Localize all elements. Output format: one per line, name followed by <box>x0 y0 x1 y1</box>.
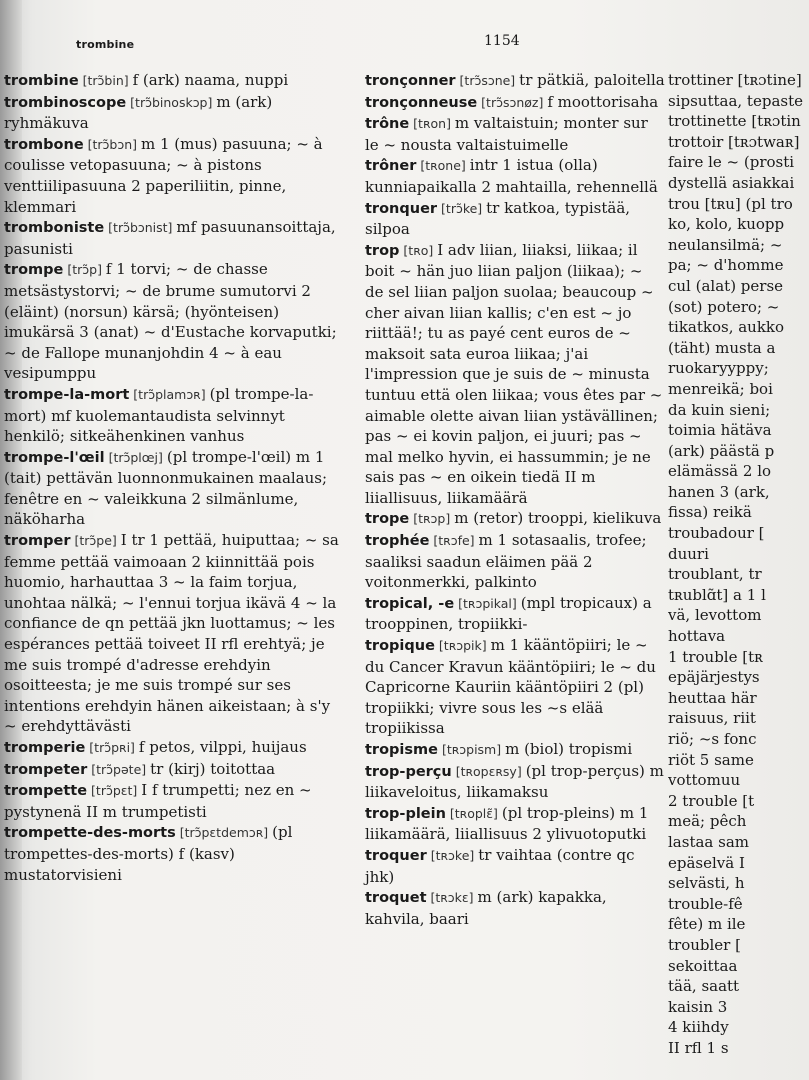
dictionary-entry <box>365 761 665 803</box>
dictionary-entry <box>365 240 665 509</box>
entry-pronunciation: [trɔ̃pɛtdemɔʀ] <box>175 825 273 841</box>
cropped-entry-line: neulansilmä; ~ <box>668 235 783 254</box>
cropped-entry-line: menreikä; boi <box>668 379 773 398</box>
entry-definition: I f trumpetti; nez en ~ pystynenä II m trumpetisti <box>4 781 312 821</box>
cropped-entry-line: (ark) päästä p <box>668 441 775 460</box>
column-1 <box>4 70 340 885</box>
entry-pronunciation: [trɔ̃plamɔʀ] <box>129 386 210 402</box>
cropped-entry-line: faire le ~ (prosti <box>668 153 795 172</box>
entry-definition: intr 1 istua (olla) kunniapaikalla 2 mahtailla, rehennellä <box>365 156 658 196</box>
cropped-entry-line: 4 kiihdy <box>668 1018 729 1037</box>
dictionary-entry <box>4 759 340 781</box>
cropped-entry-line: fête) m ile <box>668 915 746 934</box>
entry-pronunciation: [tʀo] <box>399 242 438 258</box>
cropped-entry-line: tää, saatt <box>668 977 740 996</box>
entry-definition: f 1 torvi; ~ de chasse metsästystorvi; ~ de brume sumutorvi 2 (eläint) (norsun) kärsä; (hyönteisen) imukärsä 3 (anat) ~ d'Eustache korvaputki; ~ de Fallope munanjohdin 4 ~ à eau vesipumppu <box>4 260 337 383</box>
cropped-entry-line: sipsuttaa, tepaste <box>668 91 803 110</box>
entry-definition: (pl trompettes-des-morts) f (kasv) mustatorvisieni <box>4 823 293 884</box>
cropped-entry-line: trou [tʀu] (pl tro <box>668 194 793 213</box>
cropped-entry-line: tʀublɑ̃t] a 1 l <box>668 585 766 604</box>
entry-headword: tropique <box>365 638 435 655</box>
cropped-entry-line: riö; ~s fonc <box>668 730 757 748</box>
entry-definition: (pl trompe-l'œil) m 1 (tait) pettävän luonnonmukainen maalaus; fenêtre en ~ valeikkuna 2 silmänlume, näköharha <box>4 447 328 529</box>
cropped-entry-line: trottoir [tʀɔtwaʀ] <box>668 132 800 151</box>
cropped-entry-line: dystellä asiakkai <box>668 173 795 192</box>
entry-pronunciation: [trɔ̃bin] <box>78 73 133 88</box>
dictionary-entry <box>4 530 340 737</box>
entry-pronunciation: [trɔ̃pɛt] <box>87 783 142 799</box>
dictionary-entry <box>365 635 665 739</box>
entry-headword: trop <box>365 242 400 259</box>
cropped-entry-line: elämässä 2 lo <box>668 462 772 481</box>
cropped-entry-line: troubadour [ <box>668 524 765 543</box>
cropped-entry-line: II rfl 1 s <box>668 1038 729 1057</box>
entry-pronunciation: [trɔ̃bɔnist] <box>104 220 177 236</box>
entry-definition: I tr 1 pettää, huiputtaa; ~ sa femme pettää vaimoaan 2 kiinnittää pois huomio, harhauttaa 3 ~ la faim torjua, unohtaa nälkä; ~ l'ennui torjua ikävä 4 ~ la confiance de qn pettää jkn luottamus; ~ les espérances pettää toiveet II rfl erehtyä; je me suis trompé d'adresse erehdyin osoitteesta; je me suis trompé sur ses intentions erehdyin hänen aikeistaan; à s'y ~ erehdyttävästi <box>4 531 339 736</box>
entry-definition: m 1 (mus) pasuuna; ~ à coulisse vetopasuuna; ~ à pistons venttiilipasuuna 2 paperiliitin, pinne, klemmari <box>4 134 323 216</box>
entry-headword: tronquer <box>365 200 438 217</box>
entry-headword: trône <box>365 116 410 133</box>
entry-definition: m 1 kääntöpiiri; le ~ du Cancer Kravun kääntöpiiri; le ~ du Capricorne Kauriin kääntöpiiri 2 (pl) tropiikki; vivre sous les ~s elää tropiikissa <box>365 636 656 738</box>
dictionary-entry <box>4 384 340 447</box>
dictionary-entry <box>365 739 665 761</box>
entry-headword: trompette <box>4 783 88 800</box>
entry-headword: trôner <box>365 158 417 175</box>
cropped-entry-line: selvästi, h <box>668 874 745 893</box>
cropped-entry-line: (sot) potero; ~ <box>668 297 780 316</box>
entry-headword: trombine <box>4 73 79 89</box>
dictionary-entry <box>365 508 665 530</box>
entry-definition: f (ark) naama, nuppi <box>132 71 289 89</box>
dictionary-entry <box>365 887 665 929</box>
cropped-entry-line: duuri <box>668 544 709 563</box>
entry-headword: tromboniste <box>4 220 105 237</box>
cropped-entry-line: trouble-fê <box>668 894 743 913</box>
page-number: 1154 <box>484 33 520 49</box>
entry-definition: (pl trompe-la-mort) mf kuolemantaudista selvinnyt henkilö; sitkeähenkinen vanhus <box>4 384 314 446</box>
entry-definition: tr katkoa, typistää, silpoa <box>365 198 631 239</box>
entry-headword: tropisme <box>365 742 438 758</box>
entry-pronunciation: [tʀɔke] <box>426 847 479 863</box>
entry-headword: tronçonner <box>365 73 456 89</box>
cropped-entry-line: heuttaa här <box>668 688 757 707</box>
entry-definition: f petos, vilppi, huijaus <box>138 738 307 756</box>
dictionary-entry <box>4 134 340 217</box>
entry-pronunciation: [trɔ̃sɔne] <box>455 73 520 88</box>
entry-definition: (pl trop-perçus) m liikaveloitus, liikamaksu <box>365 761 664 802</box>
entry-definition: f moottorisaha <box>547 92 659 111</box>
entry-pronunciation: [tʀɔpikal] <box>454 595 521 611</box>
column-2 <box>365 70 665 929</box>
dictionary-entry <box>365 803 665 845</box>
entry-headword: trompette-des-morts <box>4 825 176 842</box>
dictionary-entry <box>4 447 340 530</box>
cropped-entry-line: meä; pêch <box>668 812 747 831</box>
entry-headword: troquet <box>365 890 427 907</box>
cropped-entry-line: kaisin 3 <box>668 997 728 1016</box>
entry-headword: trophée <box>365 533 430 550</box>
entry-definition: mf pasuunansoittaja, pasunisti <box>4 218 336 258</box>
cropped-entry-line: vä, levottom <box>668 606 762 625</box>
entry-pronunciation: [tʀɔkɛ] <box>426 890 478 906</box>
cropped-entry-line: troubler [ <box>668 935 741 954</box>
dictionary-entry <box>365 198 665 240</box>
entry-pronunciation: [trɔ̃pe] <box>70 533 121 549</box>
entry-definition: (mpl tropicaux) a trooppinen, tropiikki- <box>365 593 652 634</box>
dictionary-entry <box>365 530 665 593</box>
entry-headword: trompeter <box>4 761 88 778</box>
entry-headword: tromper <box>4 533 71 550</box>
entry-headword: tronçonneuse <box>365 94 478 111</box>
entry-definition: tr vaihtaa (contre qc jhk) <box>365 845 635 886</box>
cropped-entry-line: epäselvä I <box>668 853 745 872</box>
entry-pronunciation: [tʀɔpism] <box>437 742 506 757</box>
entry-definition: m valtaistuin; monter sur le ~ nousta valtaistuimelle <box>365 114 648 154</box>
entry-headword: trompe-la-mort <box>4 386 130 403</box>
cropped-entry-line: trottiner [tʀɔtine] <box>668 71 802 89</box>
cropped-entry-line: hanen 3 (ark, <box>668 482 770 501</box>
cropped-entry-line: tikatkos, aukko <box>668 318 785 337</box>
entry-headword: tropical, -e <box>365 595 455 612</box>
cropped-entry-line: riöt 5 same <box>668 750 754 769</box>
guide-word: trombine <box>76 38 135 51</box>
cropped-entry-line: ruokaryyppy; <box>668 359 769 378</box>
dictionary-entry <box>4 737 340 759</box>
dictionary-entry <box>365 845 665 887</box>
cropped-entry-line: hottava <box>668 627 726 646</box>
entry-definition: m (retor) trooppi, kielikuva <box>454 509 662 528</box>
entry-pronunciation: [trɔ̃p] <box>63 262 106 278</box>
entry-definition: tr pätkiä, paloitella <box>519 71 665 89</box>
cropped-entry-line: pa; ~ d'homme <box>668 256 784 275</box>
entry-definition: tr (kirj) toitottaa <box>150 759 276 778</box>
entry-pronunciation: [trɔ̃plœj] <box>104 449 167 465</box>
cropped-entry-line: 1 trouble [tʀ <box>668 647 763 666</box>
entry-pronunciation: [trɔ̃pəte] <box>87 761 151 777</box>
cropped-entry-line: fissa) reikä <box>668 503 752 522</box>
cropped-entry-line: raisuus, riit <box>668 709 756 728</box>
entry-pronunciation: [trɔ̃pʀi] <box>85 740 139 755</box>
dictionary-entry <box>4 259 340 384</box>
dictionary-entry <box>4 70 340 92</box>
dictionary-entry <box>4 217 340 259</box>
cropped-entry-line: cul (alat) perse <box>668 276 784 295</box>
dictionary-entry <box>365 593 665 635</box>
entry-definition: m 1 sotasaalis, trofee; saaliksi saadun eläimen pää 2 voitonmerkki, palkinto <box>365 531 647 592</box>
entry-pronunciation: [tʀoplɛ̃] <box>445 805 502 821</box>
dictionary-entry <box>365 113 665 155</box>
entry-headword: trop-plein <box>365 805 446 822</box>
dictionary-entry <box>365 155 665 197</box>
cropped-entry-line: trottinette [tʀɔtin <box>668 112 801 131</box>
dictionary-entry <box>365 70 665 92</box>
cropped-entry-line: toimia hätäva <box>668 421 772 440</box>
entry-pronunciation: [trɔ̃ke] <box>437 200 487 216</box>
entry-definition: I adv liian, liiaksi, liikaa; il boit ~ hän juo liian paljon (liikaa); ~ de sel liian paljon suolaa; beaucoup ~ cher aivan liian kallis; c'en est ~ jo riittää!; tu as payé cent euros de ~ maksoit sata euroa liikaa; j'ai l'impression que je suis de ~ minusta tuntuu että olen liikaa; vous êtes par ~ aimable olette aivan liian ystävällinen; pas ~ ei kovin paljon, ei juuri; pas ~ mal melko hyvin, ei hassummin; je ne sais pas ~ en oikein tiedä II m liiallisuus, liikamäärä <box>365 240 663 507</box>
entry-definition: (pl trop-pleins) m 1 liikamäärä, liiallisuus 2 ylivuotoputki <box>365 803 649 844</box>
entry-headword: trombone <box>4 136 84 153</box>
cropped-entry-line: (täht) musta a <box>668 338 776 357</box>
entry-pronunciation: [tʀone] <box>416 158 470 174</box>
entry-pronunciation: [tʀɔp] <box>409 511 455 527</box>
entry-headword: trompe <box>4 262 64 279</box>
dictionary-entry <box>4 92 340 134</box>
entry-definition: m (ark) kapakka, kahvila, baari <box>365 888 607 928</box>
entry-pronunciation: [tʀopɛʀsy] <box>451 763 526 779</box>
cropped-entry-line: lastaa sam <box>668 832 749 851</box>
cropped-entry-line: sekoittaa <box>668 956 738 975</box>
entry-pronunciation: [tʀon] <box>409 116 455 132</box>
cropped-entry-line: vottomuu <box>668 771 741 790</box>
cropped-entry-line: troublant, tr <box>668 565 762 584</box>
entry-headword: trop-perçu <box>365 763 452 780</box>
entry-pronunciation: [trɔ̃bɔn] <box>83 136 141 152</box>
dictionary-entry <box>365 92 665 114</box>
dictionary-entry <box>4 822 340 885</box>
entry-headword: trope <box>365 511 410 528</box>
entry-definition: m (biol) tropismi <box>505 740 633 758</box>
cropped-entry-line: da kuin sieni; <box>668 400 771 419</box>
entry-headword: troquer <box>365 847 427 864</box>
dictionary-entry <box>4 780 340 822</box>
entry-headword: trombinoscope <box>4 94 127 111</box>
column-3 <box>668 70 809 1059</box>
entry-pronunciation: [trɔ̃binoskɔp] <box>126 94 217 110</box>
entry-headword: trompe-l'œil <box>4 449 105 466</box>
entry-headword: tromperie <box>4 740 86 756</box>
entry-definition: m (ark) ryhmäkuva <box>4 92 273 133</box>
cropped-entry-line: 2 trouble [t <box>668 791 755 810</box>
cropped-entry-line: epäjärjestys <box>668 668 760 687</box>
entry-pronunciation: [tʀɔpik] <box>434 638 491 654</box>
entry-pronunciation: [tʀɔfe] <box>429 533 479 549</box>
entry-pronunciation: [trɔ̃sɔnøz] <box>477 94 548 110</box>
cropped-entry-line: ko, kolo, kuopp <box>668 215 785 234</box>
